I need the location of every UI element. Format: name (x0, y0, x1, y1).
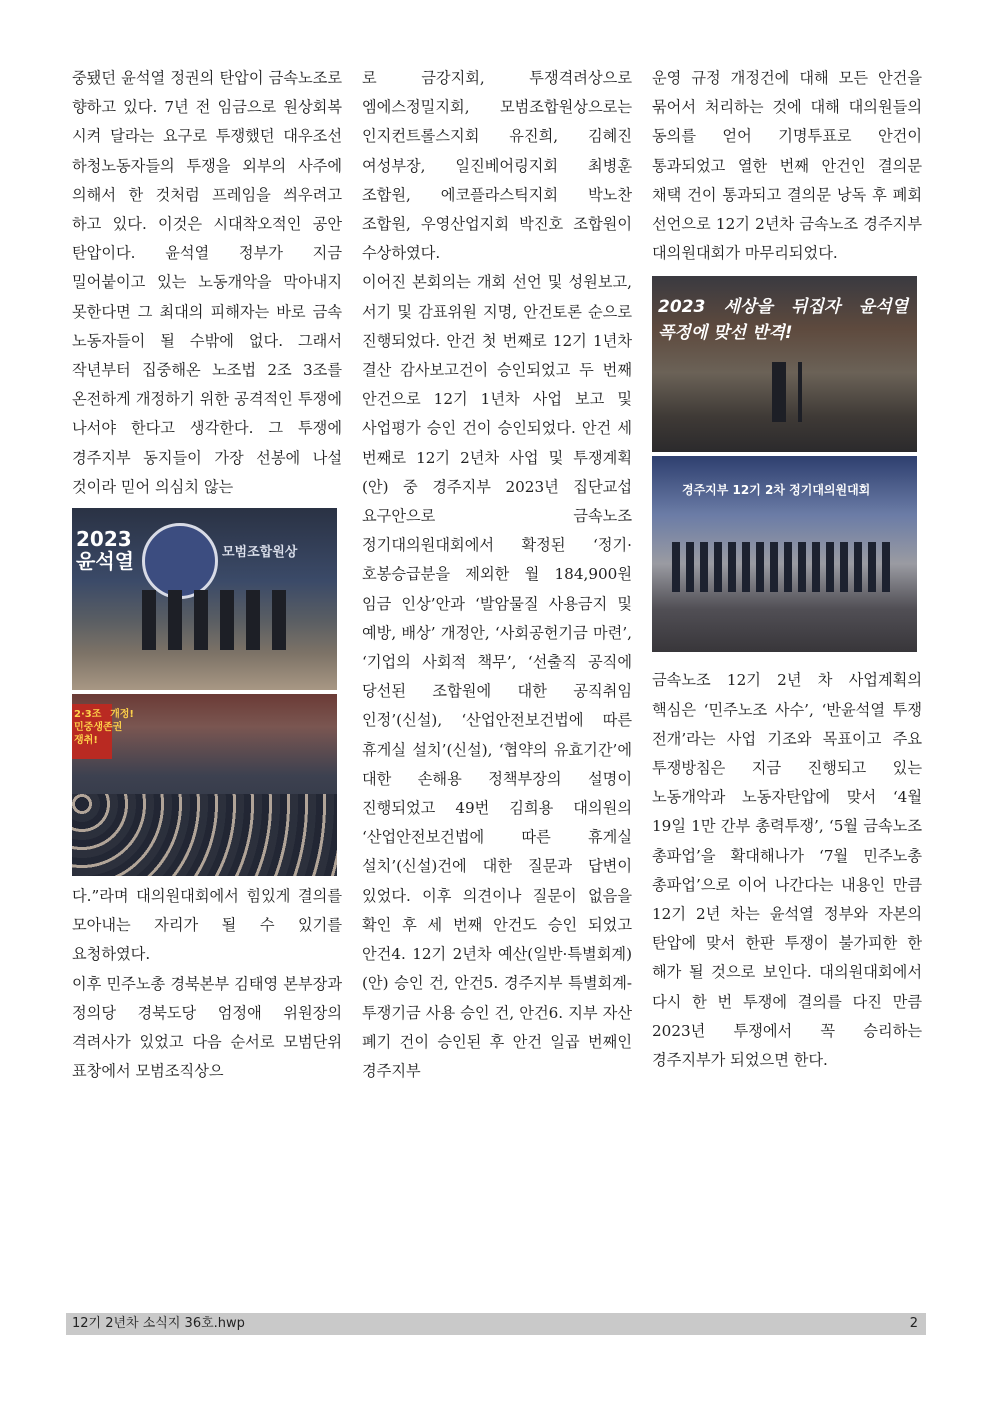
photo-side-text: 2023 윤석열 (76, 527, 134, 574)
audience-photo (72, 694, 337, 876)
paragraph: 중됐던 윤석열 정권의 탄압이 금속노조로 향하고 있다. 7년 전 임금으로 원상회복 시켜 달라는 요구로 투쟁했던 대우조선 하청노동자들의 투쟁을 외부의 사주에 의해서 한 것처럼 프레임을 씌우려고 하고 있다. 이것은 시대착오적인 공안 탄압이다. 윤석열 정부가 지금 밀어붙이고 있는 노동개악을 막아내지 못한다면 그 최대의 피해자는 바로 금속 노동자들이 될 수밖에 없다. 그래서 작년부터 집중해온 노조법 2조 3조를 온전하게 개정하기 위한 공격적인 투쟁에 나서야 한다고 생각한다. 그 투쟁에 경주지부 동지들이 가장 선봉에 나설 것이라 믿어 의심치 않는 (72, 69, 342, 496)
award-recipients (142, 590, 292, 650)
page-footer (66, 1313, 926, 1335)
paragraph: 로 금강지회, 투쟁격려상으로 엠에스정밀지회, 모범조합원상으로는 인지컨트롤스지회 유진희, 김혜진 여성부장, 일진베어링지회 최병훈 조합원, 에코플라스틱지회 박노찬 조합원, 우영산업지회 박진호 조합원이 수상하였다. (362, 69, 632, 263)
photo-banner-text: 2·3조 개정! 민중생존권 쟁취! (74, 709, 134, 747)
delegates-lineup (672, 542, 892, 592)
footer-filename: 12기 2년차 소식지 36호.hwp (72, 1316, 245, 1331)
page-number: 2 (909, 1316, 918, 1331)
crowd-of-delegates (72, 794, 337, 876)
text-column-1 (72, 64, 342, 1086)
text-column-3 (652, 64, 922, 1075)
paragraph: 이후 민주노총 경북본부 김태영 본부장과 정의당 경북도당 엄정애 위원장의 격려사가 있었고 다음 순서로 모범단위 표창에서 모범조직상으 (72, 974, 342, 1081)
photo-banner-text: 2023 세상을 뒤집자 윤석열 폭정에 맞선 반격! (658, 297, 908, 344)
paragraph: 운영 규정 개정건에 대해 모든 안건을 묶어서 처리하는 것에 대해 대의원들의 동의를 얻어 기명투표로 안건이 통과되었고 열한 번째 안건인 결의문 채택 건이 통과되고 결의문 낭독 후 폐회 선언으로 12기 2년차 금속노조 경주지부 대의원대회가 마무리되었다. (652, 69, 922, 263)
paragraph: 다.”라며 대의원대회에서 힘있게 결의를 모아내는 자리가 될 수 있기를 요청하였다. (72, 887, 342, 964)
union-logo (142, 523, 218, 599)
stage-banner-photo (652, 276, 917, 452)
photo-banner-text: 경주지부 12기 2차 정기대의원대회 (682, 483, 871, 498)
photo-banner-text: 모범조합원상 (222, 545, 298, 561)
text-column-2 (362, 64, 632, 1086)
speaker (772, 362, 802, 422)
award-ceremony-photo (72, 508, 337, 690)
paragraph: 금속노조 12기 2년 차 사업계획의 핵심은 ‘민주노조 사수’, ‘반윤석열 투쟁 전개’라는 사업 기조와 목표이고 주요 투쟁방침은 지금 진행되고 있는 노동개악과 노동자탄압에 맞서 ‘4월 19일 1만 간부 총력투쟁’, ‘5월 금속노조 총파업’을 확대해나가 ‘7월 민주노총 총파업’으로 이어 나간다는 내용인 만큼 12기 2년 차는 윤석열 정부와 자본의 탄압에 맞서 한판 투쟁이 불가피한 한 해가 될 것으로 보인다. 대의원대회에서 다시 한 번 투쟁에 결의를 다진 만큼 2023년 투쟁에서 꼭 승리하는 경주지부가 되었으면 한다. (652, 671, 922, 1070)
delegates-on-stage-photo (652, 456, 917, 652)
paragraph: 이어진 본회의는 개회 선언 및 성원보고, 서기 및 감표위원 지명, 안건토론 순으로 진행되었다. 안건 첫 번째로 12기 1년차 결산 감사보고건이 승인되었고 두 번째 안건으로 12기 1년차 사업 보고 및 사업평가 승인 건이 승인되었다. 안건 세 번째로 12기 2년차 사업 및 투쟁계획(안) 중 경주지부 2023년 집단교섭 요구안으로 금속노조 정기대의원대회에서 확정된 ‘정기·호봉승급분을 제외한 월 184,900원 임금 인상’안과 ‘발암물질 사용금지 및 예방, 배상’ 개정안, ‘사회공헌기금 마련’, ‘기업의 사회적 책무’, ‘선출직 공직에 당선된 조합원에 대한 공직취임 인정’(신설), ‘산업안전보건법에 따른 휴게실 설치’(신설), ‘협약의 유효기간’에 대한 손해용 정책부장의 설명이 진행되었고 49번 김희용 대의원의 ‘산업안전보건법에 따른 휴게실 설치’(신설)건에 대한 질문과 답변이 있었다. 이후 의견이나 질문이 없음을 확인 후 세 번째 안건도 승인 되었고 안건4. 12기 2년차 예산(일반·특별회계)(안) 승인 건, 안건5. 경주지부 특별회계-투쟁기금 사용 승인 건, 안건6. 지부 자산 폐기 건이 승인된 후 안건 일곱 번째인 경주지부 (362, 273, 632, 1080)
